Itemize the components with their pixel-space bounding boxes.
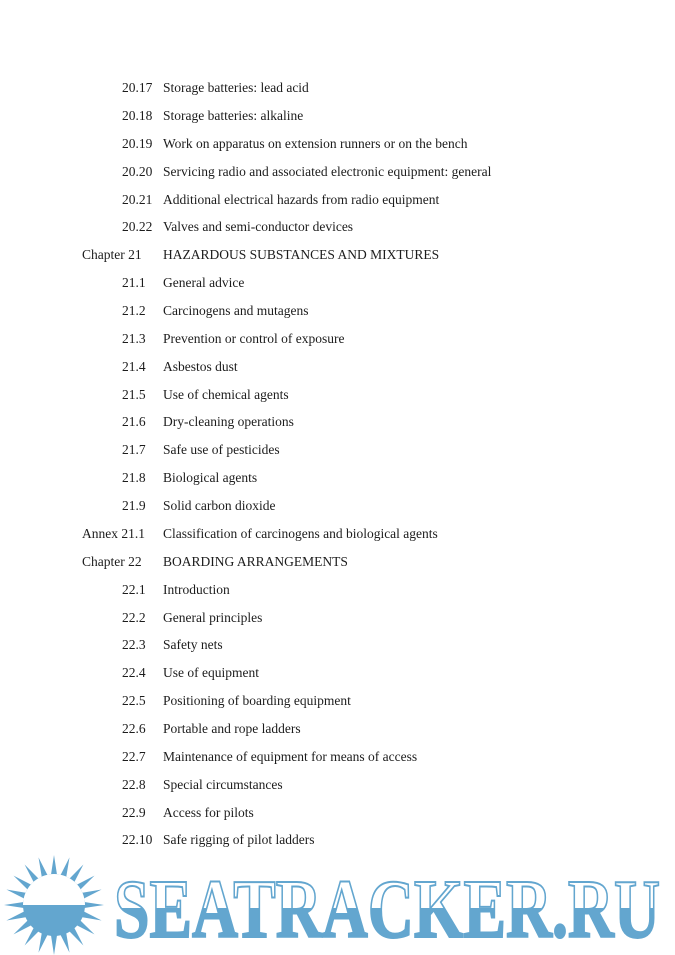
toc-entry-number: 21.8 [122, 470, 146, 486]
toc-row [0, 575, 675, 603]
toc-entry-number: 20.21 [122, 191, 153, 207]
toc-entry-number: 20.17 [122, 80, 153, 96]
toc-entry-number: Chapter 21 [82, 247, 142, 263]
toc-entry-number: 22.1 [122, 581, 146, 597]
sun-icon [4, 855, 104, 955]
toc-entry-number: 21.4 [122, 358, 146, 374]
toc-row [0, 158, 675, 186]
toc-row [0, 185, 675, 213]
toc-entry-title: Servicing radio and associated electronic equipment: general [163, 163, 492, 179]
toc-entry-title: Special circumstances [163, 776, 283, 792]
toc-row [0, 325, 675, 353]
toc-entry-title: Use of chemical agents [163, 386, 289, 402]
toc-entry-title: Additional electrical hazards from radio equipment [163, 191, 440, 207]
toc-row [0, 520, 675, 548]
toc-entry-title: Safe use of pesticides [163, 442, 280, 458]
toc-entry-title: Portable and rope ladders [163, 720, 301, 736]
toc-entry-title: Maintenance of equipment for means of access [163, 748, 418, 764]
watermark-wordmark: SEATRACKER.RU [114, 863, 660, 955]
toc-row [0, 631, 675, 659]
toc-row [0, 130, 675, 158]
toc-entry-number: 22.10 [122, 832, 153, 848]
toc-entry-number: 22.2 [122, 609, 146, 625]
toc-entry-title: Introduction [163, 581, 230, 597]
toc-row [0, 353, 675, 381]
toc-row [0, 770, 675, 798]
toc-row [0, 297, 675, 325]
toc-entry-number: 21.2 [122, 303, 146, 319]
toc-entry-number: 22.3 [122, 637, 146, 653]
toc-entry-number: 21.3 [122, 330, 146, 346]
toc-entry-title: BOARDING ARRANGEMENTS [163, 553, 348, 569]
toc-row [0, 269, 675, 297]
toc-entry-title: Classification of carcinogens and biological agents [163, 525, 438, 541]
toc-entry-title: General advice [163, 275, 245, 291]
toc-row [0, 241, 675, 269]
toc-row [0, 213, 675, 241]
toc-entry-number: 22.6 [122, 720, 146, 736]
toc-entry-number: 20.20 [122, 163, 153, 179]
toc-row [0, 74, 675, 102]
toc-row [0, 102, 675, 130]
toc-entry-title: Work on apparatus on extension runners or on the bench [163, 135, 468, 151]
toc-row [0, 715, 675, 743]
toc-entry-title: Carcinogens and mutagens [163, 303, 309, 319]
toc-row [0, 464, 675, 492]
toc-entry-number: 21.9 [122, 498, 146, 514]
toc-entry-title: Dry-cleaning operations [163, 414, 294, 430]
toc-entry-number: Chapter 22 [82, 553, 142, 569]
toc-entry-number: 20.19 [122, 135, 153, 151]
toc-entry-number: 21.1 [122, 275, 146, 291]
toc-entry-number: Annex 21.1 [82, 525, 145, 541]
toc-row [0, 492, 675, 520]
toc-row [0, 659, 675, 687]
toc-row [0, 743, 675, 771]
toc-entry-number: 22.8 [122, 776, 146, 792]
toc-entry-number: 21.5 [122, 386, 146, 402]
toc-entry-title: Storage batteries: lead acid [163, 80, 309, 96]
toc-row [0, 548, 675, 576]
toc-entry-number: 22.4 [122, 665, 146, 681]
toc-row [0, 603, 675, 631]
toc-entry-title: Use of equipment [163, 665, 259, 681]
toc-entry-title: Positioning of boarding equipment [163, 693, 351, 709]
toc-entry-title: HAZARDOUS SUBSTANCES AND MIXTURES [163, 247, 440, 263]
toc-entry-title: Safe rigging of pilot ladders [163, 832, 315, 848]
watermark-graphic [0, 853, 675, 955]
toc-entry-title: General principles [163, 609, 263, 625]
toc-entry-number: 22.7 [122, 748, 146, 764]
table-of-contents [0, 74, 675, 854]
toc-entry-number: 22.9 [122, 804, 146, 820]
toc-entry-title: Prevention or control of exposure [163, 330, 345, 346]
toc-row [0, 380, 675, 408]
toc-entry-number: 21.7 [122, 442, 146, 458]
toc-row [0, 826, 675, 854]
toc-row [0, 408, 675, 436]
toc-entry-number: 20.18 [122, 108, 153, 124]
toc-row [0, 798, 675, 826]
toc-entry-title: Asbestos dust [163, 358, 238, 374]
toc-entry-title: Storage batteries: alkaline [163, 108, 304, 124]
toc-entry-title: Biological agents [163, 470, 258, 486]
toc-entry-title: Valves and semi-conductor devices [163, 219, 354, 235]
toc-entry-title: Solid carbon dioxide [163, 498, 276, 514]
toc-row [0, 687, 675, 715]
toc-entry-number: 22.5 [122, 693, 146, 709]
toc-entry-number: 21.6 [122, 414, 146, 430]
toc-entry-title: Access for pilots [163, 804, 254, 820]
toc-row [0, 436, 675, 464]
toc-entry-title: Safety nets [163, 637, 223, 653]
seatracker-watermark [0, 853, 675, 955]
toc-entry-number: 20.22 [122, 219, 153, 235]
